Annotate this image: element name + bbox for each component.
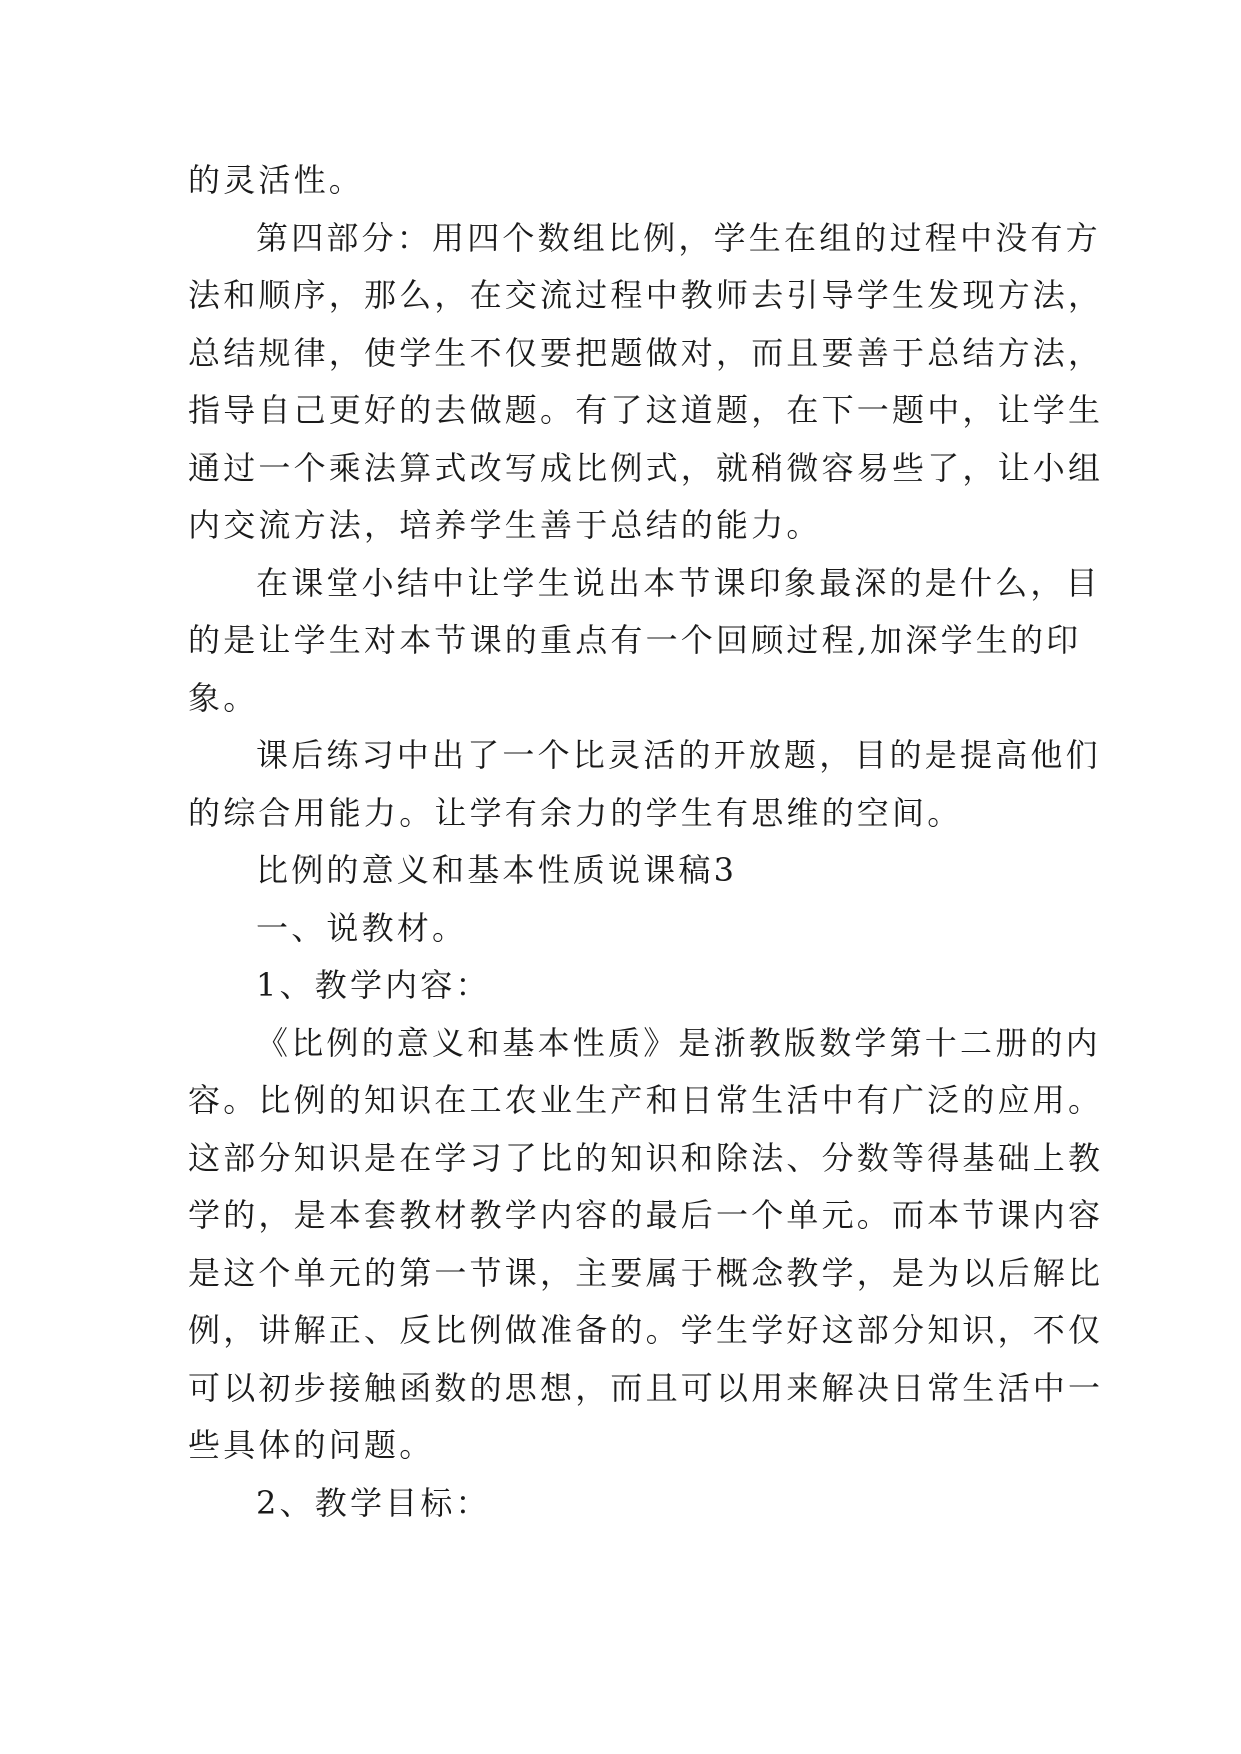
- text-line: 《比例的意义和基本性质》是浙教版数学第十二册的内: [256, 1023, 1101, 1062]
- text-line: 例，讲解正、反比例做准备的。学生学好这部分知识，不仅: [188, 1311, 1104, 1349]
- text-line: 在课堂小结中让学生说出本节课印象最深的是什么，目: [256, 563, 1101, 602]
- text-line: 总结规律，使学生不仅要把题做对，而且要善于总结方法，: [188, 333, 1104, 372]
- text-line: 通过一个乘法算式改写成比例式，就稍微容易些了，让小组: [188, 448, 1104, 487]
- text-line: 第四部分：用四个数组比例，学生在组的过程中没有方: [256, 218, 1101, 257]
- text-line: 内交流方法，培养学生善于总结的能力。: [188, 506, 822, 544]
- document-body: [188, 152, 1104, 1532]
- text-line: 课后练习中出了一个比灵活的开放题，目的是提高他们: [256, 736, 1101, 774]
- text-line: 可以初步接触函数的思想，而且可以用来解决日常生活中一: [188, 1368, 1104, 1407]
- section-heading: 一、说教材。: [256, 908, 468, 947]
- text-line: 是这个单元的第一节课，主要属于概念教学，是为以后解比: [188, 1253, 1104, 1292]
- text-line: 指导自己更好的去做题。有了这道题，在下一题中，让学生: [188, 391, 1104, 429]
- text-line: 的是让学生对本节课的重点有一个回顾过程,加深学生的印: [188, 621, 1082, 659]
- text-line: 这部分知识是在学习了比的知识和除法、分数等得基础上教: [188, 1138, 1104, 1177]
- section-title: 比例的意义和基本性质说课稿3: [256, 851, 738, 889]
- text-line: 些具体的问题。: [188, 1426, 435, 1464]
- text-line: 学的，是本套教材教学内容的最后一个单元。而本节课内容: [188, 1196, 1104, 1234]
- text-line: 象。: [188, 678, 259, 717]
- text-line: 的灵活性。: [188, 161, 365, 199]
- text-line: 的综合用能力。让学有余力的学生有思维的空间。: [188, 793, 963, 832]
- text-line: 容。比例的知识在工农业生产和日常生活中有广泛的应用。: [188, 1081, 1104, 1119]
- text-line: 法和顺序，那么，在交流过程中教师去引导学生发现方法，: [188, 276, 1104, 314]
- subsection-heading: 2、教学目标：: [256, 1483, 491, 1522]
- subsection-heading: 1、教学内容：: [256, 966, 491, 1004]
